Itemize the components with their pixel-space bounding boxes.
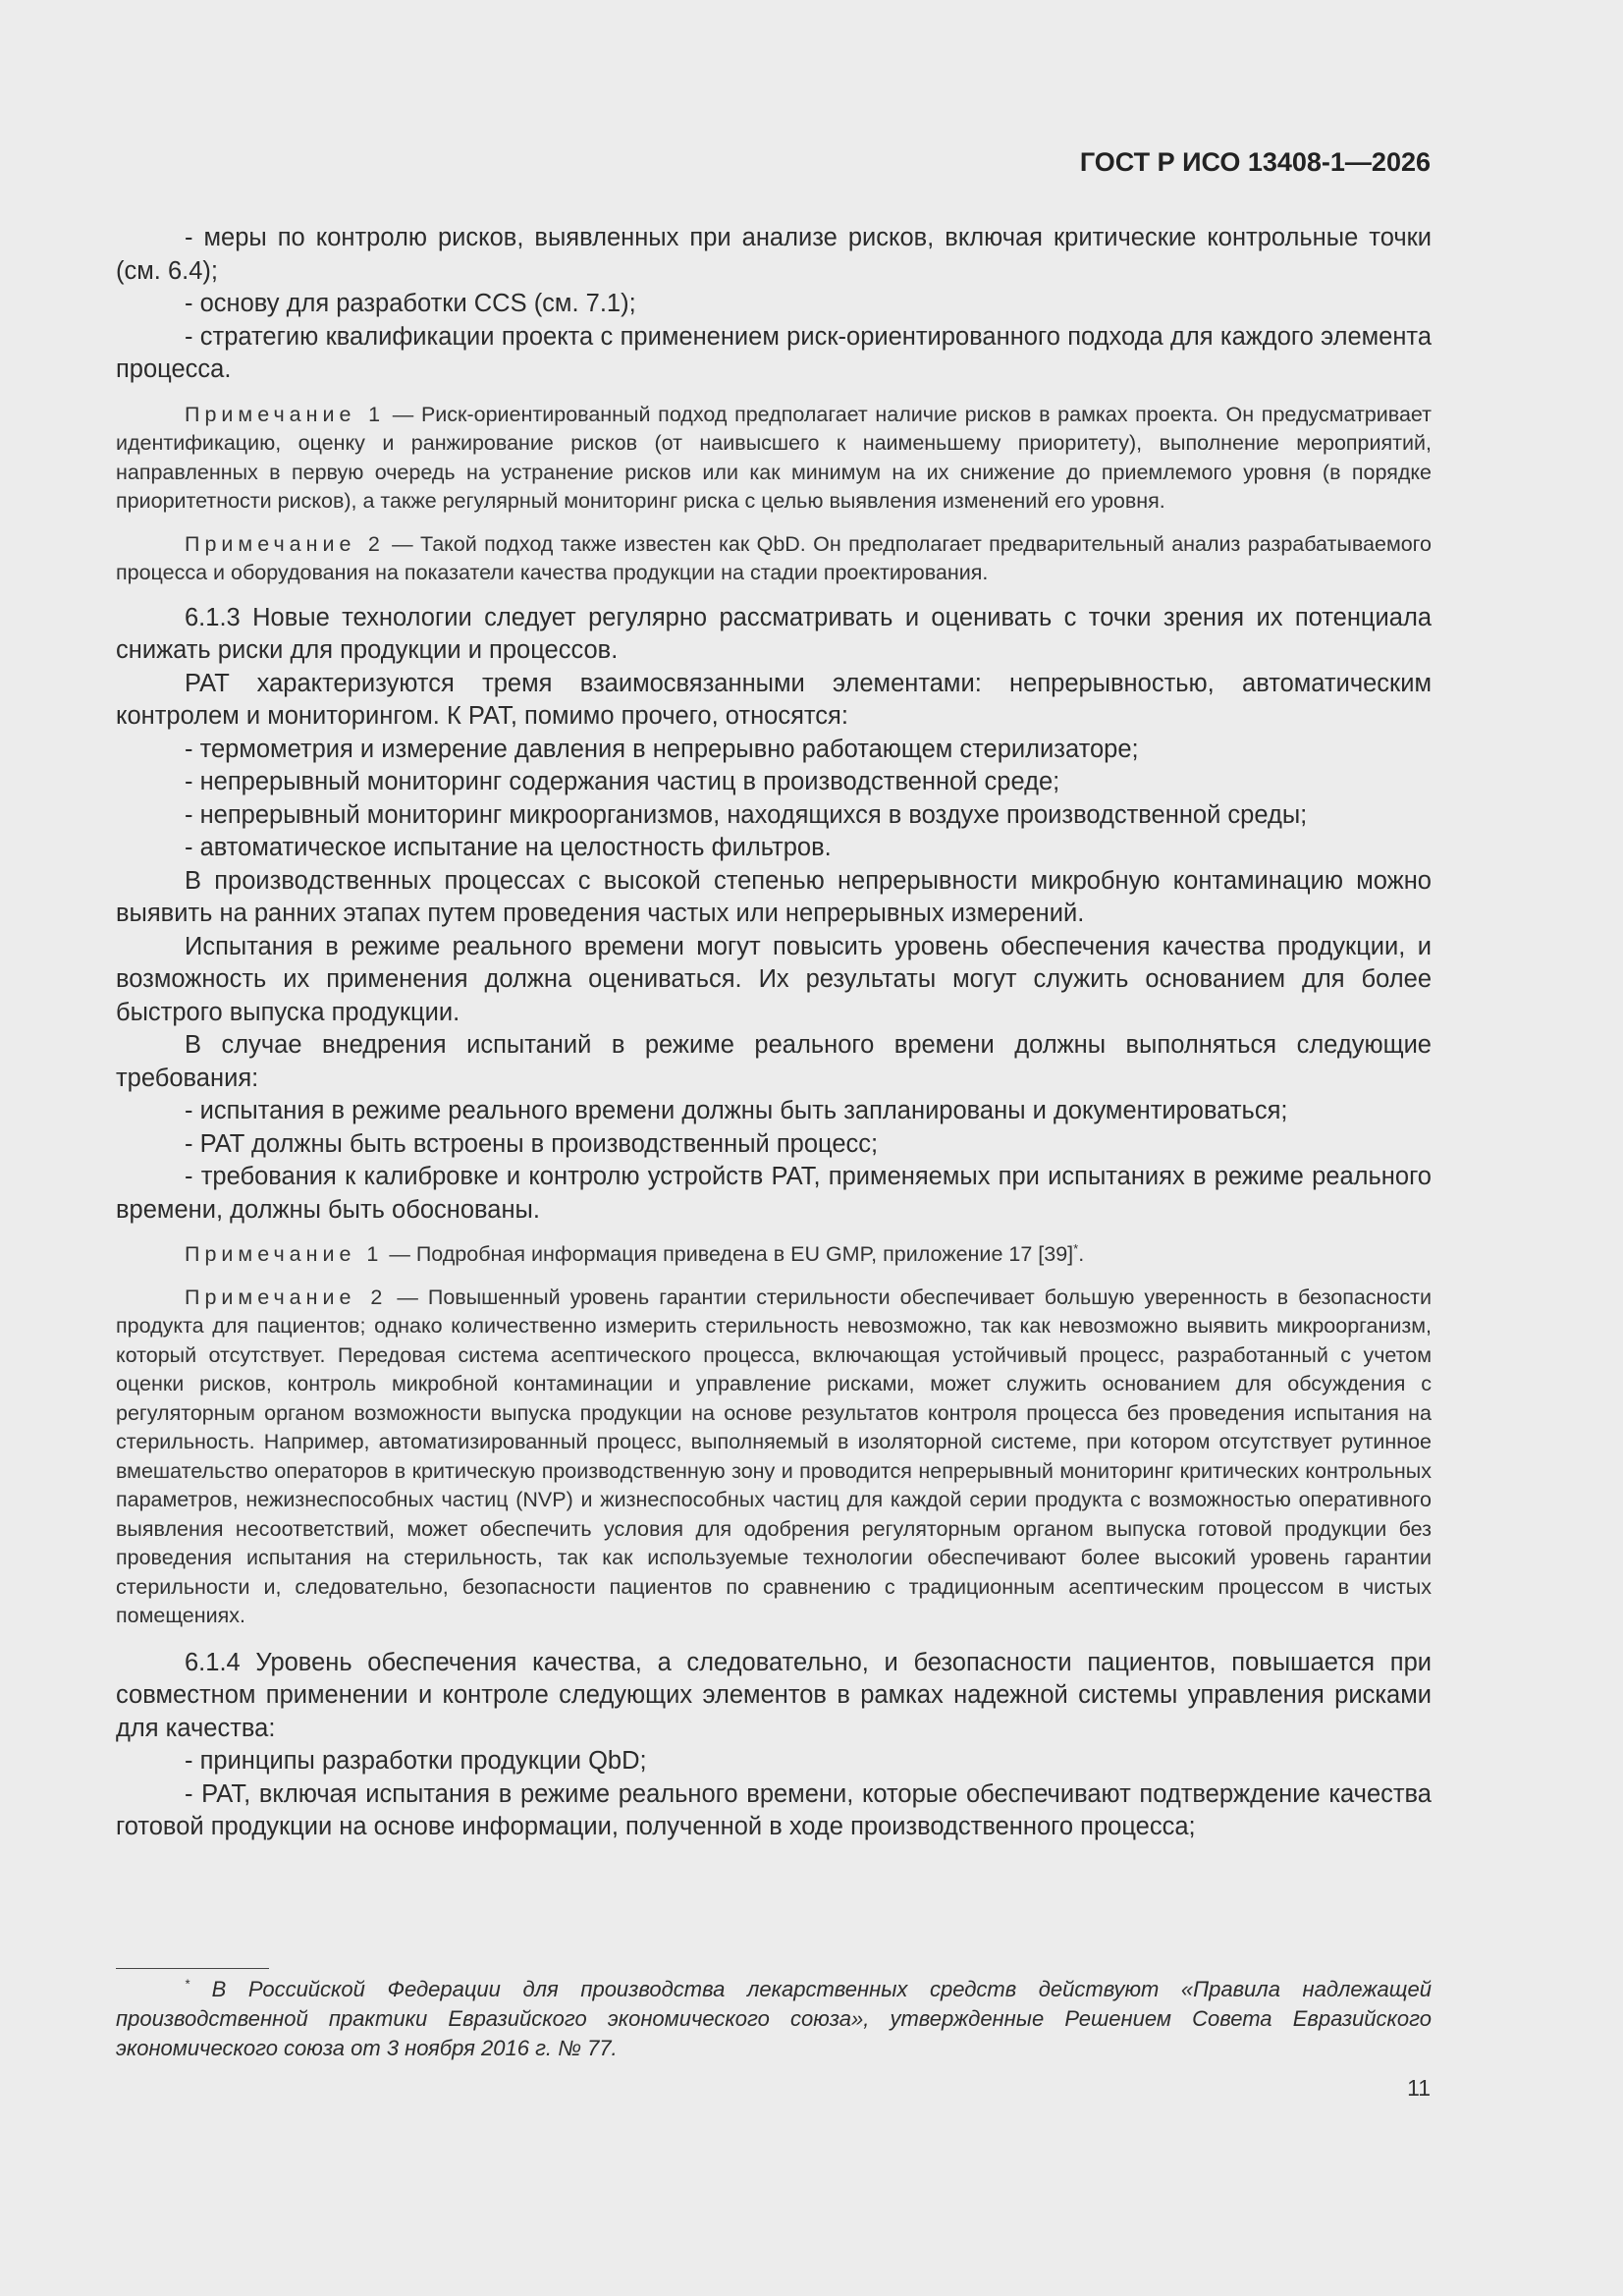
- list-item: - меры по контролю рисков, выявленных при анализе рисков, включая критические контрольные точки (см. 6.4);: [116, 224, 1432, 285]
- document-id-header: ГОСТ Р ИСО 13408-1—2026: [1079, 147, 1431, 177]
- note-label: Примечание 1: [185, 1242, 384, 1266]
- list-item: - непрерывный мониторинг содержания частиц в производственной среде;: [185, 768, 1060, 795]
- list-item: - PAT, включая испытания в режиме реального времени, которые обеспечивают подтверждение качества готовой продукции на основе информации, полученной в ходе производственного процесса;: [116, 1779, 1432, 1840]
- list-item: - непрерывный мониторинг микроорганизмов, находящихся в воздухе производственной среды;: [185, 800, 1308, 829]
- document-body: [116, 222, 1432, 1844]
- note-1-eu-gmp: [116, 1240, 1432, 1270]
- footnote-marker: *: [1073, 1240, 1079, 1256]
- section-6-1-4: 6.1.4 Уровень обеспечения качества, а следовательно, и безопасности пациентов, повышается при совместном применении и контроле следующих элементов в рамках надежной системы управления рисками для качества:: [116, 1648, 1432, 1742]
- note-text: — Подробная информация приведена в EU GMP, приложение 17 [39]: [383, 1242, 1074, 1266]
- footnote: [116, 1975, 1432, 2063]
- list-item: - термометрия и измерение давления в непрерывно работающем стерилизаторе;: [185, 735, 1139, 763]
- note-label: Примечание 2: [185, 531, 385, 556]
- list-item: - испытания в режиме реального времени должны быть запланированы и документироваться;: [185, 1097, 1288, 1124]
- note-label: Примечание 2: [185, 1285, 388, 1309]
- list-item: - основу для разработки CCS (см. 7.1);: [185, 290, 636, 317]
- footnote-text: В Российской Федерации для производства лекарственных средств действуют «Правила надлежащей производственной практики Евразийского экономического союза», утвержденные Решением Совета Евразийского экономического союза от 3 ноября 2016 г. № 77.: [116, 1977, 1432, 2060]
- section-6-1-3: 6.1.3 Новые технологии следует регулярно рассматривать и оценивать с точки зрения их потенциала снижать риски для продукции и процессов.: [116, 603, 1432, 664]
- note-tail: .: [1078, 1242, 1085, 1266]
- note-1-risk-approach: [116, 401, 1432, 517]
- note-2-qbd: [116, 530, 1432, 588]
- list-item: - принципы разработки продукции QbD;: [185, 1747, 647, 1775]
- note-text: — Риск-ориентированный подход предполагает наличие рисков в рамках проекта. Он предусматривает идентификацию, оценку и ранжирование рисков (от наивысшего к наименьшему приоритету), выполнение мероприятий, направленных в первую очередь на устранение рисков или как минимум на их снижение до приемлемого уровня (в порядке приоритетности рисков), а также регулярный мониторинг риска с целью выявления изменений его уровня.: [116, 402, 1432, 513]
- footnote-mark: *: [185, 1976, 190, 1992]
- note-2-sterility-assurance: [116, 1284, 1432, 1631]
- paragraph: В производственных процессах с высокой степенью непрерывности микробную контаминацию можно выявить на ранних этапах путем проведения частых или непрерывных измерений.: [116, 866, 1432, 927]
- list-item: - требования к калибровке и контролю устройств PAT, применяемых при испытаниях в режиме реального времени, должны быть обоснованы.: [116, 1163, 1432, 1224]
- paragraph: PAT характеризуются тремя взаимосвязанными элементами: непрерывностью, автоматическим контролем и мониторингом. К PAT, помимо прочего, относятся:: [116, 669, 1432, 730]
- list-item: - PAT должны быть встроены в производственный процесс;: [185, 1129, 879, 1158]
- footnote-separator: [116, 1968, 269, 1969]
- note-text: — Такой подход также известен как QbD. Он предполагает предварительный анализ разрабатываемого процесса и оборудования на показатели качества продукции на стадии проектирования.: [116, 531, 1433, 584]
- note-text: — Повышенный уровень гарантии стерильности обеспечивает большую уверенность в безопасности продукта для пациентов; однако количественно измерить стерильность невозможно, так как невозможно выявить микроорганизм, который отсутствует. Передовая система асептического процесса, включающая устойчивый процесс, разработанный с учетом оценки рисков, контроль микробной контаминации и управление рисками, может служить основанием для обсуждения с регуляторным органом возможности выпуска продукции на основе результатов контроля процесса без проведения испытания на стерильность. Например, автоматизированный процесс, выполняемый в изоляторной системе, при котором отсутствует рутинное вмешательство операторов в критическую производственную зону и проводится непрерывный мониторинг критических контрольных параметров, нежизнеспособных частиц (NVP) и жизнеспособных частиц для каждой серии продукта с возможностью оперативного выявления несоответствий, может обеспечить условия для одобрения регуляторным органом выпуска готовой продукции без проведения испытания на стерильность, так как используемые технологии обеспечивают более высокий уровень гарантии стерильности и, следовательно, безопасности пациентов по сравнению с традиционным асептическим процессом в чистых помещениях.: [116, 1285, 1432, 1627]
- list-item: - стратегию квалификации проекта с применением риск-ориентированного подхода для каждого элемента процесса.: [116, 322, 1432, 383]
- paragraph: Испытания в режиме реального времени могут повысить уровень обеспечения качества продукции, и возможность их применения должна оцениваться. Их результаты могут служить основанием для более быстрого выпуска продукции.: [116, 932, 1432, 1026]
- note-label: Примечание 1: [185, 402, 386, 426]
- paragraph: В случае внедрения испытаний в режиме реального времени должны выполняться следующие требования:: [116, 1031, 1432, 1092]
- page-number: 11: [1407, 2075, 1431, 2101]
- list-item: - автоматическое испытание на целостность фильтров.: [185, 834, 832, 861]
